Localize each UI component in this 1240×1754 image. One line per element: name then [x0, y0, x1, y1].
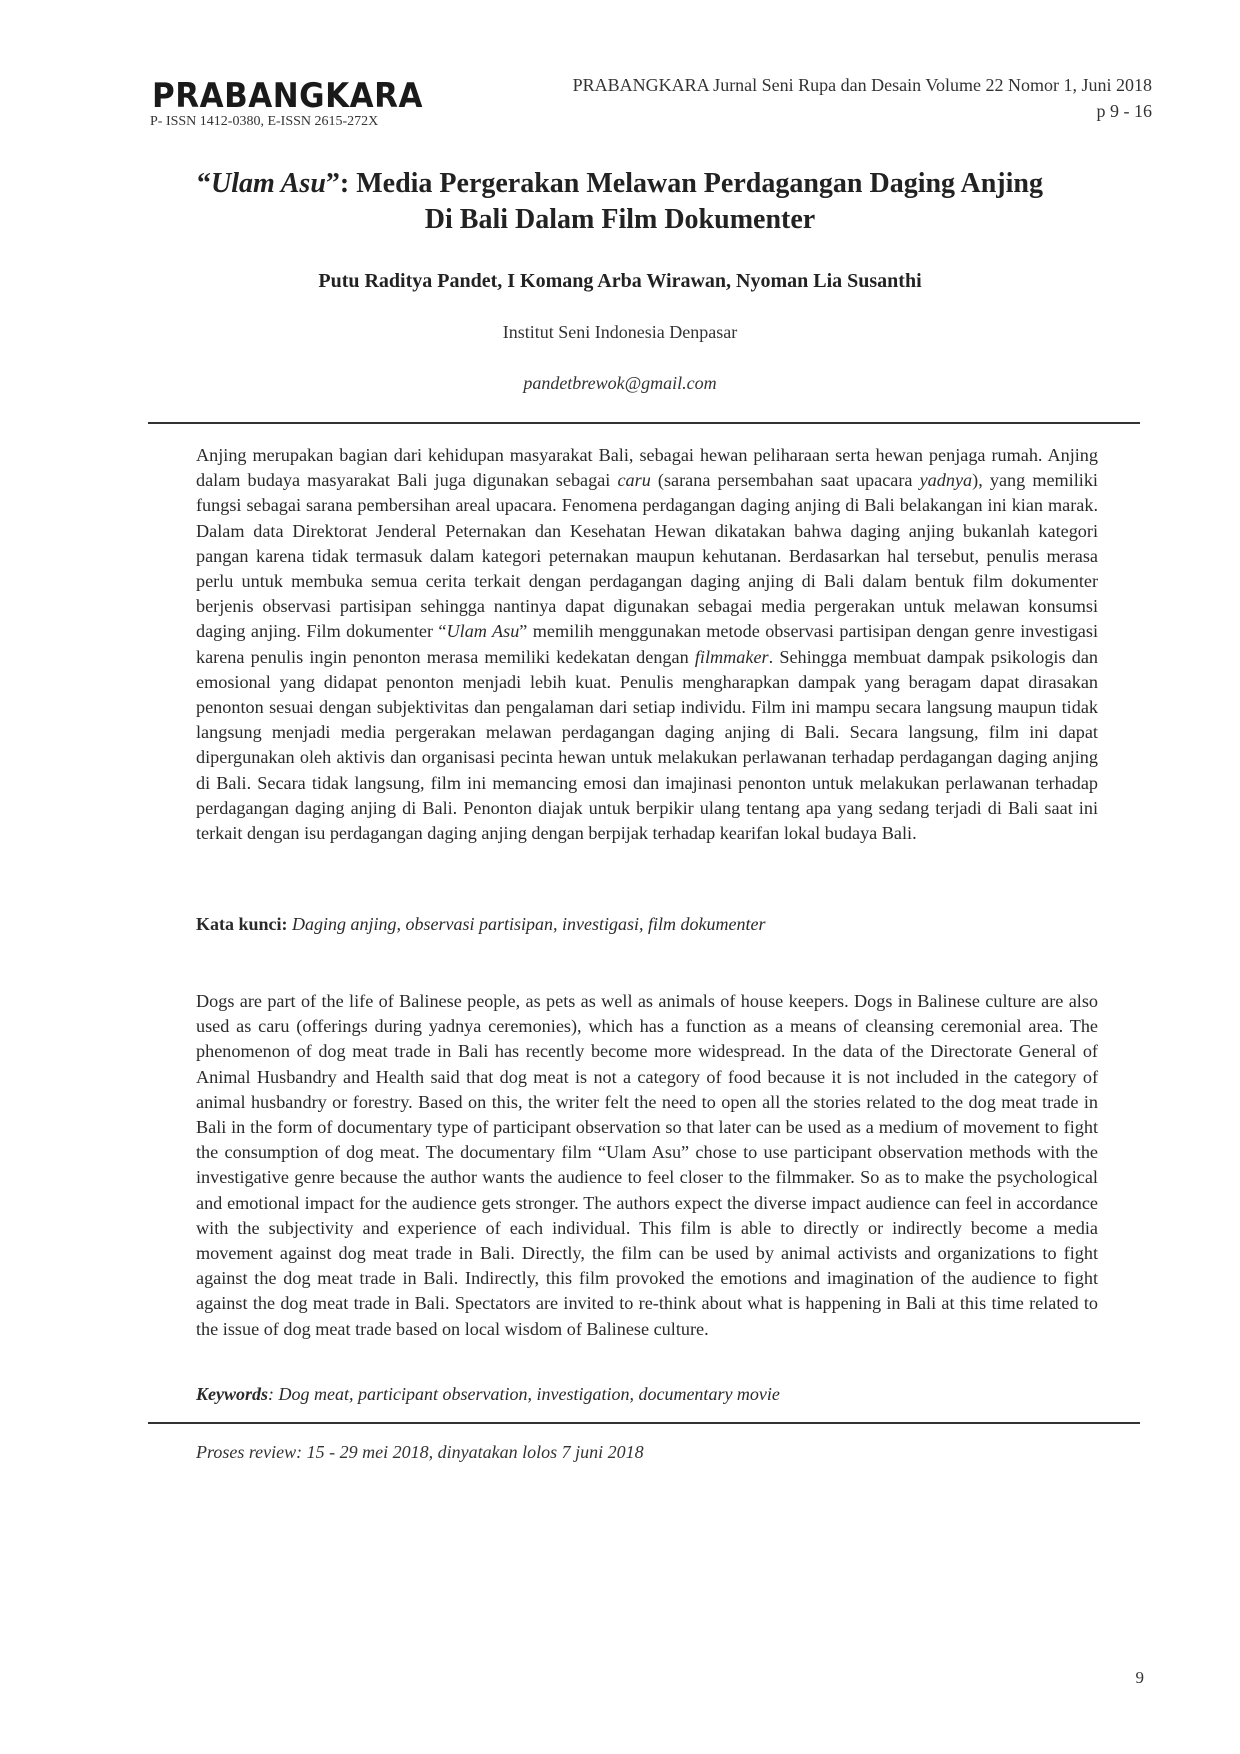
abstract-id-text-1: Anjing merupakan bagian dari kehidupan masyarakat Bali, sebagai hewan peliharaan serta hewan penjaga rumah. Anjing dalam budaya masyarakat Bali juga digunakan sebagai: [196, 445, 1098, 491]
abstract-indonesian: [196, 443, 1098, 846]
page-range: p 9 - 16: [1096, 101, 1152, 121]
page-number: 9: [1135, 1668, 1144, 1687]
author-email[interactable]: pandetbrewok@gmail.com: [523, 373, 717, 393]
bottom-divider: [148, 1422, 1140, 1424]
title-rest: ”: Media Pergerakan Melawan Perdagangan Daging Anjing: [325, 168, 1043, 199]
top-divider: [148, 422, 1140, 424]
abstract-id-text-4: ” memilih menggunakan metode observasi partisipan dengan genre investigasi karena penulis ingin penonton merasa memiliki kedekatan dengan: [196, 621, 1099, 667]
title-line-1: [120, 166, 1120, 202]
abstract-id-text-2: (sarana persembahan saat upacara: [650, 470, 920, 491]
keywords-id-list: Daging anjing, observasi partisipan, investigasi, film dokumenter: [287, 914, 766, 934]
abstract-id-text-5: . Sehingga membuat dampak psikologis dan emosional yang didapat penonton menjadi lebih kuat. Penulis mengharapkan dampak yang beragam dapat dirasakan penonton sesuai dengan subjektivitas dan pengalaman dari setiap individu. Film ini mampu secara langsung maupun tidak langsung menjadi media pergerakan melawan perdagangan daging anjing di Bali. Secara langsung, film ini dapat dipergunakan oleh aktivis dan organisasi pecinta hewan untuk melakukan perlawanan terhadap perdagangan daging anjing di Bali. Secara tidak langsung, film ini memancing emosi dan imajinasi penonton untuk melakukan perlawanan terhadap perdagangan daging anjing di Bali. Penonton diajak untuk berpikir ulang tentang apa yang sedang terjadi di Bali saat ini terkait dengan isu perdagangan daging anjing dengan berpijak terhadap kearifan lokal budaya Bali.: [196, 646, 1098, 844]
authors: Putu Raditya Pandet, I Komang Arba Wirawan, Nyoman Lia Susanthi: [318, 270, 922, 292]
paper-title: [120, 166, 1120, 238]
keywords-id-label: Kata kunci:: [196, 914, 288, 934]
journal-info: [573, 72, 1152, 124]
review-note: Proses review: 15 - 29 mei 2018, dinyatakan lolos 7 juni 2018: [196, 1442, 644, 1462]
term-yadnya: yadnya: [919, 470, 973, 491]
keywords-indonesian: [196, 914, 1098, 935]
journal-logo: PRABANGKARA: [152, 76, 423, 116]
keywords-en-list: : Dog meat, participant observation, investigation, documentary movie: [268, 1384, 780, 1404]
term-filmmaker: filmmaker: [694, 646, 769, 667]
keywords-english: [196, 1384, 1098, 1405]
title-line-2: Di Bali Dalam Film Dokumenter: [424, 204, 816, 235]
keywords-en-label: Keywords: [196, 1384, 268, 1404]
affiliation: Institut Seni Indonesia Denpasar: [502, 322, 738, 342]
abstract-english: Dogs are part of the life of Balinese people, as pets as well as animals of house keepers. Dogs in Balinese culture are also used as caru (offerings during yadnya ceremonies), which has a function as a means of cleansing ceremonial area. The phenomenon of dog meat trade in Bali has recently become more widespread. In the data of the Directorate General of Animal Husbandry and Health said that dog meat is not a category of food because it is not included in the category of animal husbandry or forestry. Based on this, the writer felt the need to open all the stories related to the dog meat trade in Bali in the form of documentary type of participant observation so that later can be used as a medium of movement to fight the consumption of dog meat. The documentary film “Ulam Asu” chose to use participant observation methods with the investigative genre because the author wants the audience to feel closer to the filmmaker. So as to make the psychological and emotional impact for the audience gets stronger. The authors expect the diverse impact audience can feel in accordance with the subjectivity and experience of each individual. This film is able to directly or indirectly become a media movement against dog meat trade in Bali. Directly, the film can be used by animal activists and organizations to fight against the dog meat trade in Bali. Indirectly, this film provoked the emotions and imagination of the audience to fight against the dog meat trade in Bali. Spectators are invited to re-think about what is happening in Bali at this time related to the issue of dog meat trade based on local wisdom of Balinese culture.: [196, 991, 1098, 1339]
term-caru: caru: [617, 470, 651, 491]
title-italic: Ulam Asu: [211, 168, 326, 199]
term-ulam-asu: Ulam Asu: [446, 621, 520, 642]
issn-line: P- ISSN 1412-0380, E-ISSN 2615-272X: [150, 114, 379, 129]
title-quote-open: “: [197, 168, 211, 199]
journal-volume-line: PRABANGKARA Jurnal Seni Rupa dan Desain Volume 22 Nomor 1, Juni 2018: [572, 75, 1152, 95]
abstract-id-text-3: ), yang memiliki fungsi sebagai sarana pembersihan areal upacara. Fenomena perdagangan daging anjing di Bali belakangan ini kian marak. Dalam data Direktorat Jenderal Peternakan dan Kesehatan Hewan dikatakan bahwa daging anjing bukanlah kategori pangan karena tidak termasuk dalam kategori peternakan maupun kehutanan. Berdasarkan hal tersebut, penulis merasa perlu untuk membuka semua cerita terkait dengan perdagangan daging anjing di Bali dalam bentuk film dokumenter berjenis observasi partisipan sehingga nantinya dapat digunakan sebagai media pergerakan untuk melawan konsumsi daging anjing. Film dokumenter “: [196, 470, 1098, 642]
